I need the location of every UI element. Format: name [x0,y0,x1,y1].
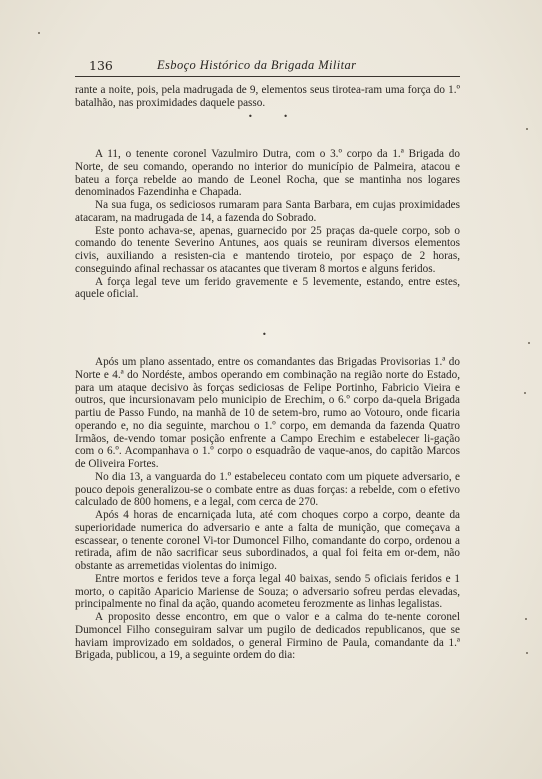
paragraph: Na sua fuga, os sediciosos rumaram para Santa Barbara, em cujas proximidades atacaram, na madrugada de 14, a fazenda do Sobrado. [75,199,460,224]
section-1 [75,148,460,301]
section-2 [75,356,460,662]
paragraph: rante a noite, pois, pela madrugada de 9, elementos seus tirotea-ram uma força do 1.º batalhão, nas proximidades daquele passo. [75,84,460,109]
paragraph: Este ponto achava-se, apenas, guarnecido por 25 praças da-quele corpo, sob o comando do tenente Severino Antunes, aos quais se reuniram diversos elementos civis, auxiliando a resisten-cia e mantendo tiroteio, por espaço de 2 horas, conseguindo afinal rechassar os atacantes que tiveram 8 mortos e alguns feridos. [75,224,460,275]
paper-speck [38,32,40,34]
section-separator: • [262,330,281,339]
running-title: Esboço Histórico da Brigada Militar [157,58,357,72]
paragraph: A proposito desse encontro, em que o valor e a calma do te-nente coronel Dumoncel Filho conseguiram salvar um pugilo de dedicados republicanos, que se haviam improvizado em soldados, o general Firmino de Paula, comandante da 1.ª Brigada, publicou, a 19, a seguinte ordem do dia: [75,611,460,662]
intro-block [75,84,460,110]
paragraph: Entre mortos e feridos teve a força legal 40 baixas, sendo 5 oficiais feridos e 1 morto, o capitão Aparicio Mariense de Souza; o adversario sofreu perdas elevadas, principalmente no final da ação, quando acometeu ferozmente as linhas legalistas. [75,572,460,611]
paper-speck [526,128,528,130]
paragraph: Após um plano assentado, entre os comandantes das Brigadas Provisorias 1.ª do Norte e 4.ª do Nordéste, ambos operando em combinação na região norte do Estado, para um ataque decisivo às forças sediciosas de Felipe Portinho, Fabricio Vieira e outros, que incursionavam pelo municipio de Erechim, o 6.º corpo da-quela Brigada partiu de Passo Fundo, na manhã de 10 de setem-bro, rumo ao Votouro, onde ficaria operando e, no dia seguinte, marchou o 1.º corpo, em demanda da fazenda Quatro Irmãos, de-vendo tomar posição enfrente a Campo Erechim e estabelecer li-gação com o 6.º. Acompanhava o 1.º corpo o esquadrão de vaque-anos, do capitão Marcos de Oliveira Fortes. [75,356,460,470]
paper-speck [528,342,530,344]
paper-speck [525,618,527,620]
page-header [75,58,460,77]
section-separator: • • [248,112,302,121]
paragraph: Após 4 horas de encarniçada luta, até com choques corpo a corpo, deante da superioridade numerica do adversario e ante a falta de munição, que começava a escassear, o tenente coronel Vi-tor Dumoncel Filho, comandante do corpo, ordenou a retirada, afim de não sacrificar seus subordinados, a qual foi feita em or-dem, não obstante as arremetidas violentas do inimigo. [75,509,460,572]
page-number: 136 [89,58,113,73]
paper-speck [524,392,526,394]
paper-speck [526,652,528,654]
paragraph: No dia 13, a vanguarda do 1.º estabeleceu contato com um piquete adversario, e pouco depois generalizou-se o combate entre as duas forças: a rebelde, com o efetivo calculado de 800 homens, e a legal, com cerca de 270. [75,470,460,509]
paragraph: A 11, o tenente coronel Vazulmiro Dutra, com o 3.º corpo da 1.ª Brigada do Norte, de seu comando, operando no interior do município de Palmeira, atacou e bateu a força rebelde ao mando de Leonel Rocha, que se mantinha nos logares denominados Fazendinha e Chapada. [75,148,460,199]
paragraph: A força legal teve um ferido gravemente e 5 levemente, estando, entre estes, aquele oficial. [75,275,460,301]
